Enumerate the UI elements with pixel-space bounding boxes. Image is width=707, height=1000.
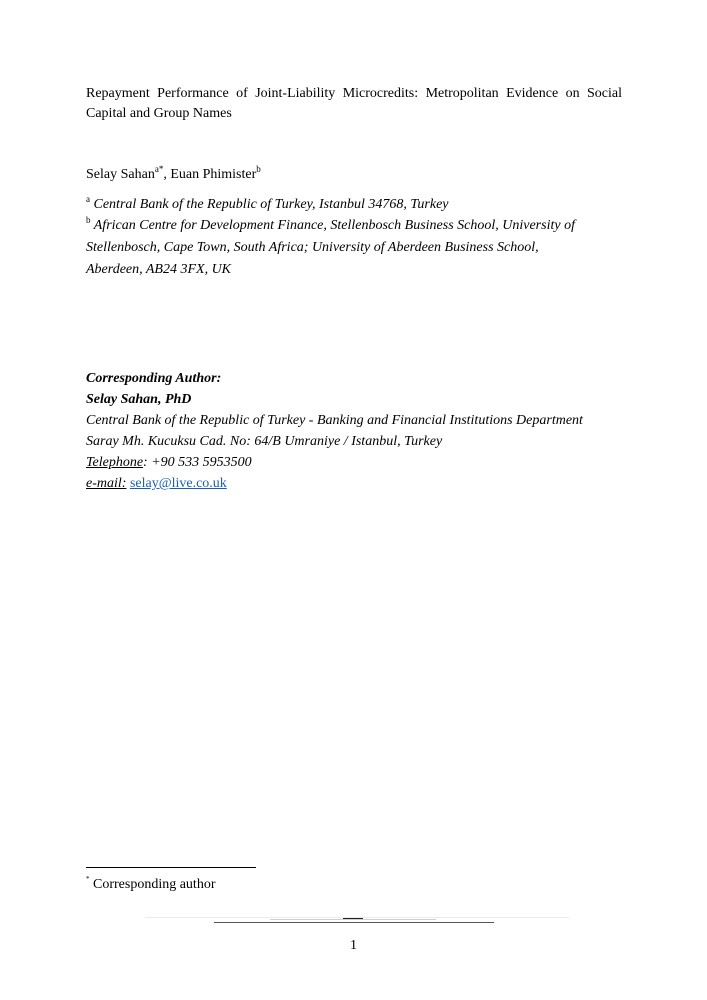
affiliation-mark: a [86,194,90,204]
telephone-label: Telephone [86,455,144,470]
footnote-mark: * [86,875,90,883]
author-separator: , [163,167,171,182]
decorative-line [343,918,363,919]
corresponding-institution: Central Bank of the Republic of Turkey - Banking and Financial Institutions Department [86,413,583,428]
affiliation-b [86,215,596,281]
affiliation-a [86,194,596,216]
affiliation-mark: b [86,215,91,225]
author-name: Selay Sahan [86,167,155,182]
corresponding-name: Selay Sahan, PhD [86,392,192,407]
email-line [86,473,646,494]
telephone-value: : +90 533 5953500 [143,455,252,470]
footnote [86,876,215,894]
corresponding-author-block [86,368,646,494]
corresponding-address: Saray Mh. Kucuksu Cad. No: 64/B Umraniye / Istanbul, Turkey [86,434,443,449]
corresponding-heading: Corresponding Author: [86,371,222,386]
author-affiliation-mark: b [256,164,261,174]
affiliation-text: Central Bank of the Republic of Turkey, Istanbul 34768, Turkey [93,197,449,212]
decorative-line [270,919,436,920]
author-affiliation-mark: a* [154,164,164,174]
email-label: e-mail: [86,476,127,491]
email-link[interactable]: selay@live.co.uk [129,476,227,491]
author-list [86,166,261,184]
author-name: Euan Phimister [170,167,257,182]
footnote-separator [86,867,256,868]
page-number: 1 [350,938,357,953]
telephone-line [86,452,646,473]
footnote-text: Corresponding author [93,877,216,892]
decorative-line [214,922,494,923]
paper-title: Repayment Performance of Joint-Liability Microcredits: Metropolitan Evidence on Social Capital and Group Names [86,86,622,121]
affiliation-text: African Centre for Development Finance, Stellenbosch Business School, University of Stellenbosch, Cape Town, South Africa; University of Aberdeen Business School, Aberdeen, AB24 3FX, UK [86,218,575,277]
